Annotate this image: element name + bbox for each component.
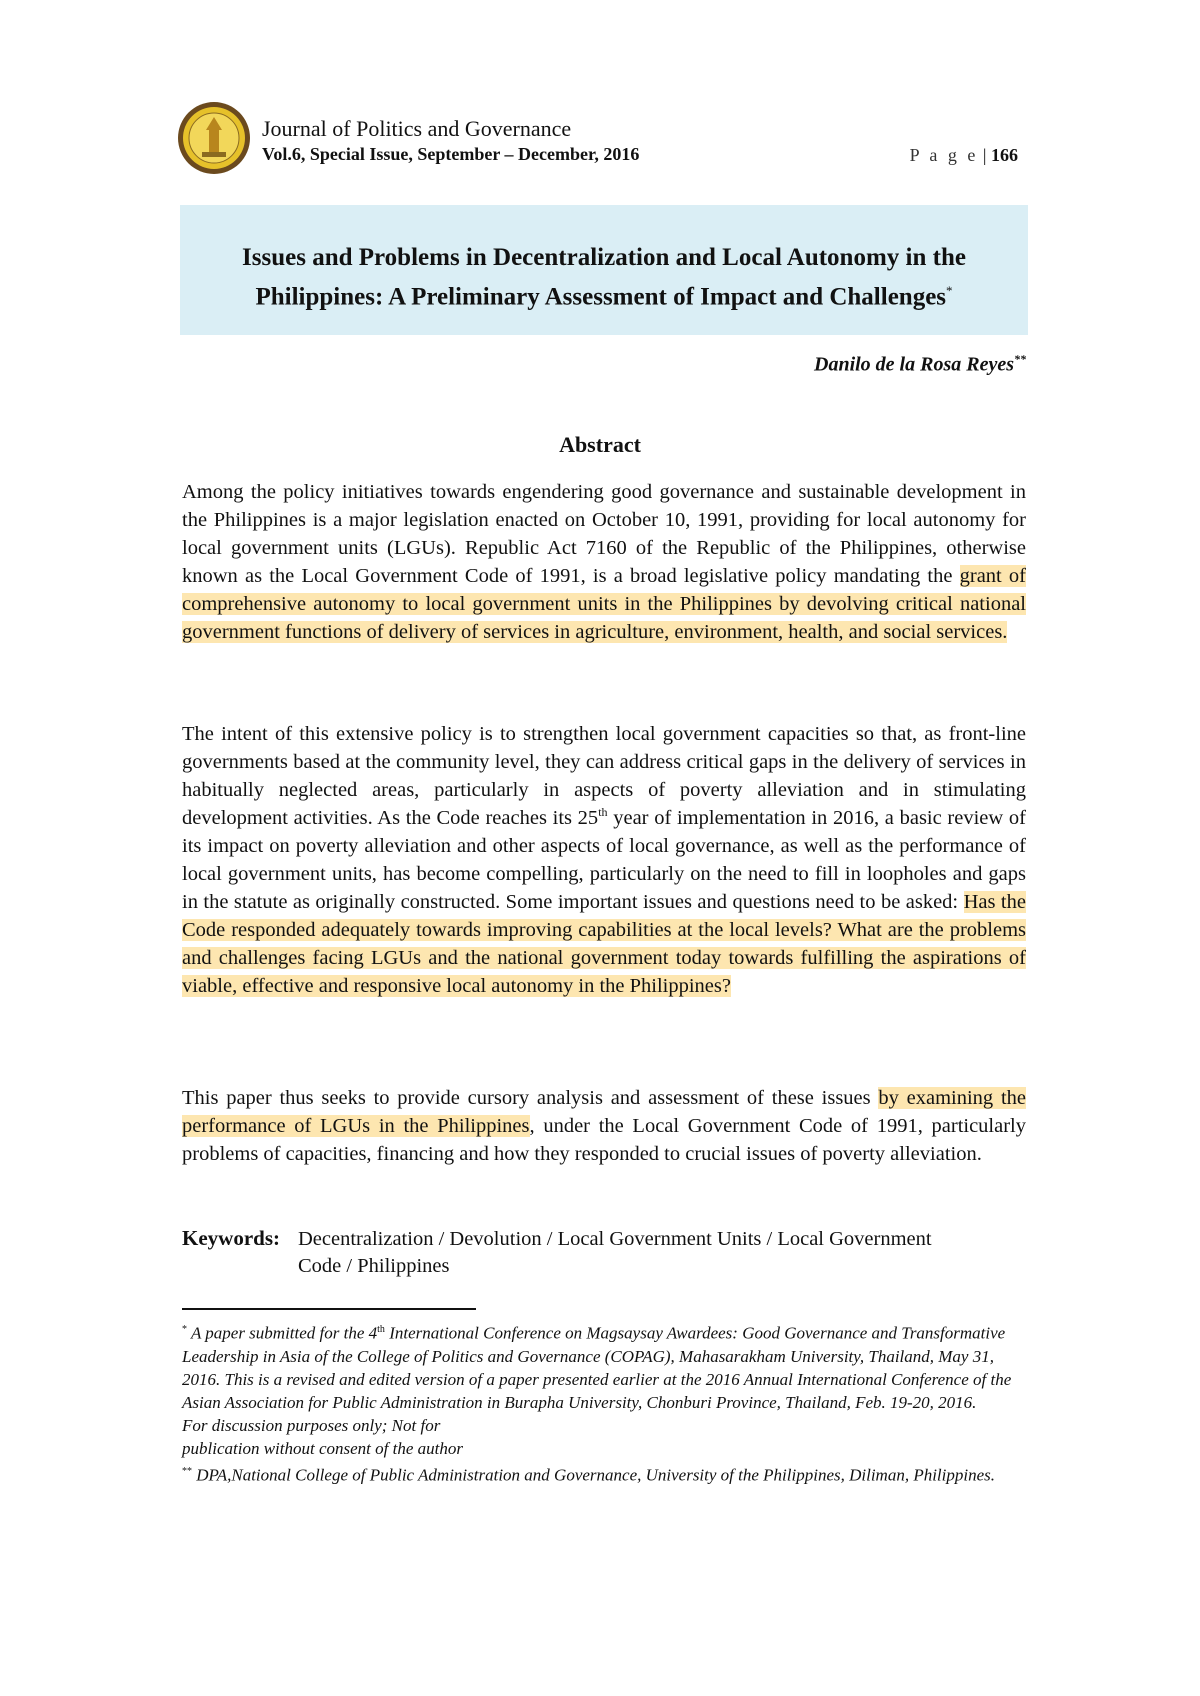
fn2-mark: **: [182, 1465, 192, 1477]
author-name: Danilo de la Rosa Reyes: [814, 353, 1014, 376]
author: [814, 352, 1026, 377]
abstract-paragraph-3: [182, 1084, 1026, 1168]
fn2-text: DPA,National College of Public Administration and Governance, University of the Philippines, Diliman, Philippines.: [192, 1465, 996, 1485]
journal-name: Journal of Politics and Governance: [262, 116, 572, 141]
keywords-label: Keywords:: [182, 1226, 280, 1250]
p2-text-2: year of implementation in 2016, a basic review of its impact on poverty alleviation and other aspects of local governance, as well as the performance of local government units, has become compelling, particularly on the need to fill in loopholes and gaps in the statute as originally constructed. Some important issues and questions need to be asked:: [182, 807, 1026, 913]
p2-ordinal: th: [598, 805, 608, 820]
title-footnote-mark: *: [946, 283, 953, 298]
p2-highlight: Has the Code responded adequately towards improving capabilities at the local levels? What are the problems and challenges facing LGUs and the national government today towards fulfilling the aspirations of viable, effective and responsive local autonomy in the Philippines?: [182, 891, 1026, 997]
page-separator: |: [982, 145, 987, 165]
page-number-block: [910, 145, 1018, 166]
fn1-text-a: A paper submitted for the 4: [187, 1323, 378, 1343]
p3-text-2: , under the Local Government Code of 1991, particularly problems of capacities, financing and how they responded to crucial issues of poverty alleviation.: [182, 1115, 1027, 1165]
footnote-2: [182, 1460, 1027, 1487]
fn1-ordinal: th: [377, 1324, 385, 1335]
p3-highlight: by examining the performance of LGUs in the Philippines: [182, 1087, 1026, 1137]
fn1-mark: *: [182, 1324, 187, 1335]
footnotes: [182, 1318, 1027, 1486]
footnote-divider: [182, 1308, 476, 1310]
abstract-paragraph-1: [182, 478, 1026, 646]
p1-text: Among the policy initiatives towards engendering good governance and sustainable development in the Philippines is a major legislation enacted on October 10, 1991, providing for local autonomy for local government units (LGUs). Republic Act 7160 of the Republic of the Philippines, otherwise known as the Local Government Code of 1991, is a broad legislative policy mandating the: [182, 481, 1026, 587]
title-line-2: Philippines: A Preliminary Assessment of Impact and Challenges: [255, 283, 947, 311]
abstract-heading: Abstract: [559, 432, 641, 457]
footnote-1-note-2: publication without consent of the author: [182, 1438, 463, 1458]
journal-seal-icon: [176, 100, 252, 176]
p1-highlight: grant of comprehensive autonomy to local government units in the Philippines by devolving critical national government functions of delivery of services in agriculture, environment, health, and social services.: [182, 565, 1026, 643]
title-line-1: Issues and Problems in Decentralization and Local Autonomy in the: [242, 244, 966, 271]
title-box: [180, 205, 1028, 335]
keywords-text: Decentralization / Devolution / Local Government Units / Local Government Code / Philippines: [298, 1228, 932, 1277]
author-footnote-mark: **: [1014, 352, 1026, 366]
abstract-paragraph-2: [182, 720, 1026, 1000]
p2-text-1: The intent of this extensive policy is to strengthen local government capacities so that, as front-line governments based at the community level, they can address critical gaps in the delivery of services in habitually neglected areas, particularly in aspects of poverty alleviation and in stimulating development activities. As the Code reaches its 25: [182, 723, 1026, 829]
paper-title: [180, 241, 1028, 313]
p3-text-1: This paper thus seeks to provide cursory analysis and assessment of these issues: [182, 1087, 879, 1109]
page-number: 166: [991, 145, 1018, 165]
footnote-1: [182, 1318, 1027, 1414]
page-label: P a g e: [909, 145, 979, 165]
footnote-1-note: For discussion purposes only; Not for: [182, 1415, 441, 1435]
fn1-text-b: International Conference on Magsaysay Awardees: Good Governance and Transformative Leadership in Asia of the College of Politics and Governance (COPAG), Mahasarakham University, Thailand, May 31, 2016. This is a revised and edited version of a paper presented earlier at the 2016 Annual International Conference of the Asian Association for Public Administration in Burapha University, Chonburi Province, Thailand, Feb. 19-20, 2016.: [182, 1323, 1012, 1412]
journal-volume: Vol.6, Special Issue, September – December, 2016: [262, 144, 640, 164]
